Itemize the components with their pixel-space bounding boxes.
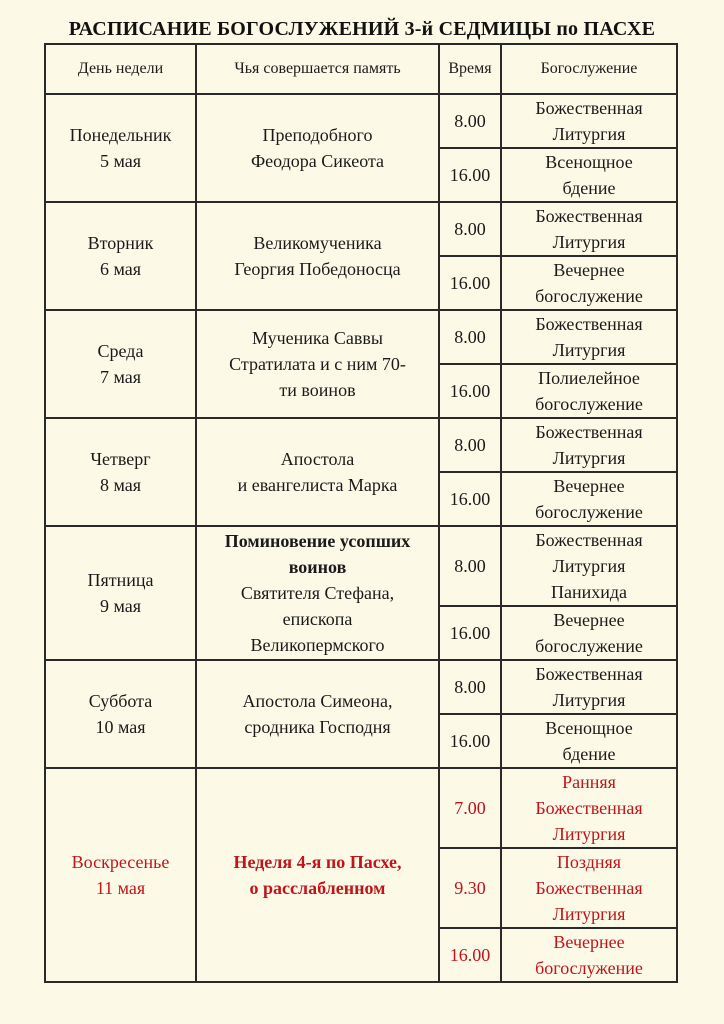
memory-line: сродника Господня — [244, 717, 391, 737]
service-line: Божественная — [535, 664, 643, 684]
memory-line: Неделя 4-я по Пасхе, — [233, 852, 402, 872]
service-line: Всенощное — [545, 718, 633, 738]
service-line: Божественная — [535, 206, 643, 226]
time-cell: 9.30 — [439, 848, 501, 928]
service-line: Панихида — [550, 582, 628, 602]
day-cell — [45, 310, 196, 418]
service-line: Литургия — [552, 824, 626, 844]
memory-line: ти воинов — [279, 380, 356, 400]
memory-cell — [196, 418, 439, 526]
time-cell: 16.00 — [439, 606, 501, 660]
table-row — [45, 768, 677, 848]
header-service: Богослужение — [501, 44, 677, 94]
service-cell — [501, 148, 677, 202]
memory-cell — [196, 310, 439, 418]
service-line: Литургия — [552, 556, 626, 576]
memory-line: Мученика Саввы — [252, 328, 383, 348]
time-cell: 8.00 — [439, 526, 501, 606]
table-row — [45, 310, 677, 364]
service-cell — [501, 606, 677, 660]
service-line: богослужение — [535, 502, 643, 522]
service-cell — [501, 310, 677, 364]
service-line: Поздняя — [556, 852, 622, 872]
memory-cell — [196, 660, 439, 768]
time-cell: 8.00 — [439, 418, 501, 472]
header-time: Время — [439, 44, 501, 94]
service-cell — [501, 526, 677, 606]
day-cell — [45, 660, 196, 768]
table-header-row — [45, 44, 677, 94]
service-line: Божественная — [535, 314, 643, 334]
service-line: богослужение — [535, 958, 643, 978]
weekday-label: Среда — [97, 341, 144, 361]
date-label: 6 мая — [99, 259, 142, 279]
table-row — [45, 94, 677, 148]
service-line: Литургия — [552, 232, 626, 252]
service-cell — [501, 472, 677, 526]
date-label: 11 мая — [95, 878, 146, 898]
weekday-label: Пятница — [87, 570, 154, 590]
table-row — [45, 418, 677, 472]
service-line: Ранняя — [562, 772, 616, 792]
service-line: Полиелейное — [538, 368, 640, 388]
service-line: Всенощное — [545, 152, 633, 172]
memory-line: Феодора Сикеота — [250, 151, 385, 171]
service-line: Божественная — [535, 422, 643, 442]
date-label: 9 мая — [99, 596, 142, 616]
day-cell — [45, 202, 196, 310]
memory-line: Георгия Победоносца — [234, 259, 401, 279]
time-cell: 16.00 — [439, 714, 501, 768]
time-cell: 8.00 — [439, 94, 501, 148]
service-cell — [501, 94, 677, 148]
service-line: бдение — [562, 744, 616, 764]
time-cell: 16.00 — [439, 928, 501, 982]
memory-line: о расслабленном — [249, 878, 386, 898]
time-cell: 16.00 — [439, 364, 501, 418]
service-line: Божественная — [535, 98, 643, 118]
schedule-table — [44, 43, 678, 983]
service-line: Литургия — [552, 904, 626, 924]
date-label: 10 мая — [95, 717, 146, 737]
header-memory: Чья совершается память — [196, 44, 439, 94]
service-line: Вечернее — [553, 260, 625, 280]
service-line: Божественная — [535, 878, 643, 898]
weekday-label: Суббота — [88, 691, 153, 711]
day-cell — [45, 768, 196, 982]
service-cell — [501, 202, 677, 256]
weekday-label: Воскресенье — [71, 852, 170, 872]
service-line: Вечернее — [553, 610, 625, 630]
time-cell: 16.00 — [439, 472, 501, 526]
memory-bold-line: воинов — [288, 557, 347, 577]
service-line: Литургия — [552, 690, 626, 710]
service-line: Божественная — [535, 798, 643, 818]
table-row — [45, 660, 677, 714]
service-line: Вечернее — [553, 476, 625, 496]
memory-line: епископа — [282, 609, 353, 629]
weekday-label: Четверг — [90, 449, 151, 469]
date-label: 7 мая — [99, 367, 142, 387]
header-day: День недели — [45, 44, 196, 94]
memory-bold-line: Поминовение усопших — [224, 531, 411, 551]
service-cell — [501, 256, 677, 310]
memory-cell — [196, 202, 439, 310]
service-cell — [501, 848, 677, 928]
time-cell: 7.00 — [439, 768, 501, 848]
table-row — [45, 202, 677, 256]
day-cell — [45, 526, 196, 660]
date-label: 8 мая — [99, 475, 142, 495]
time-cell: 16.00 — [439, 148, 501, 202]
day-cell — [45, 94, 196, 202]
service-cell — [501, 768, 677, 848]
memory-line: Апостола Симеона, — [242, 691, 393, 711]
time-cell: 8.00 — [439, 660, 501, 714]
service-cell — [501, 714, 677, 768]
service-line: богослужение — [535, 636, 643, 656]
memory-line: Стратилата и с ним 70- — [229, 354, 406, 374]
memory-line: Великомученика — [253, 233, 382, 253]
day-cell — [45, 418, 196, 526]
memory-cell — [196, 526, 439, 660]
memory-line: Святителя Стефана, — [240, 583, 395, 603]
service-line: Литургия — [552, 340, 626, 360]
memory-line: Великопермского — [250, 635, 385, 655]
service-cell — [501, 928, 677, 982]
page-title: РАСПИСАНИЕ БОГОСЛУЖЕНИЙ 3-й СЕДМИЦЫ по ПАСХЕ — [68, 18, 656, 40]
memory-line: Апостола — [280, 449, 355, 469]
memory-cell — [196, 768, 439, 982]
time-cell: 16.00 — [439, 256, 501, 310]
weekday-label: Вторник — [87, 233, 154, 253]
service-line: Литургия — [552, 448, 626, 468]
service-cell — [501, 364, 677, 418]
time-cell: 8.00 — [439, 202, 501, 256]
service-cell — [501, 418, 677, 472]
service-line: богослужение — [535, 394, 643, 414]
service-line: Божественная — [535, 530, 643, 550]
memory-cell — [196, 94, 439, 202]
weekday-label: Понедельник — [69, 125, 172, 145]
memory-line: Преподобного — [262, 125, 373, 145]
time-cell: 8.00 — [439, 310, 501, 364]
service-cell — [501, 660, 677, 714]
memory-line: и евангелиста Марка — [237, 475, 398, 495]
service-line: богослужение — [535, 286, 643, 306]
service-line: бдение — [562, 178, 616, 198]
service-line: Литургия — [552, 124, 626, 144]
service-line: Вечернее — [553, 932, 625, 952]
date-label: 5 мая — [99, 151, 142, 171]
table-row — [45, 526, 677, 606]
